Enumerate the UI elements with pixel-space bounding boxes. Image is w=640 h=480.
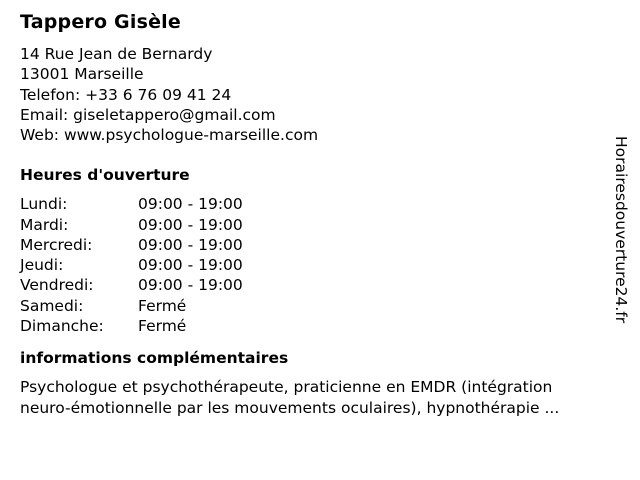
phone-line: Telefon: +33 6 76 09 41 24	[20, 85, 232, 104]
day-label: Samedi:	[20, 296, 84, 315]
hours-row-tuesday	[20, 215, 620, 235]
time-value: Fermé	[138, 316, 187, 335]
day-label: Mardi:	[20, 215, 69, 234]
time-value: Fermé	[138, 296, 187, 315]
extra-info-line: Psychologue et psychothérapeute, praticienne en EMDR (intégration	[20, 377, 553, 396]
web-line: Web: www.psychologue-marseille.com	[20, 126, 319, 145]
day-label: Lundi:	[20, 195, 68, 214]
day-label: Mercredi:	[20, 235, 93, 254]
extra-info-text	[20, 377, 620, 419]
hours-table	[20, 194, 620, 335]
day-label: Dimanche:	[20, 316, 104, 335]
day-label: Jeudi:	[20, 256, 64, 275]
hours-row-friday	[20, 275, 620, 295]
time-value: 09:00 - 19:00	[138, 195, 243, 214]
hours-row-saturday	[20, 296, 620, 316]
email-line: Email: giseletappero@gmail.com	[20, 105, 276, 124]
hours-title: Heures d'ouverture	[20, 166, 190, 185]
site-watermark: Horairesdouverture24.fr	[612, 136, 630, 324]
hours-row-thursday	[20, 255, 620, 275]
address-street: 14 Rue Jean de Bernardy	[20, 45, 213, 63]
time-value: 09:00 - 19:00	[138, 276, 243, 295]
day-label: Vendredi:	[20, 276, 94, 295]
time-value: 09:00 - 19:00	[138, 256, 243, 275]
address-city: 13001 Marseille	[20, 65, 144, 84]
extra-info-title: informations complémentaires	[20, 348, 289, 367]
extra-info-line: neuro-émotionnelle par les mouvements oculaires), hypnothérapie ...	[20, 398, 560, 417]
hours-row-sunday	[20, 316, 620, 336]
business-card	[20, 8, 620, 419]
contact-block	[20, 44, 620, 145]
time-value: 09:00 - 19:00	[138, 215, 243, 234]
hours-row-wednesday	[20, 235, 620, 255]
business-name: Tappero Gisèle	[20, 11, 181, 33]
hours-row-monday	[20, 194, 620, 214]
time-value: 09:00 - 19:00	[138, 235, 243, 254]
